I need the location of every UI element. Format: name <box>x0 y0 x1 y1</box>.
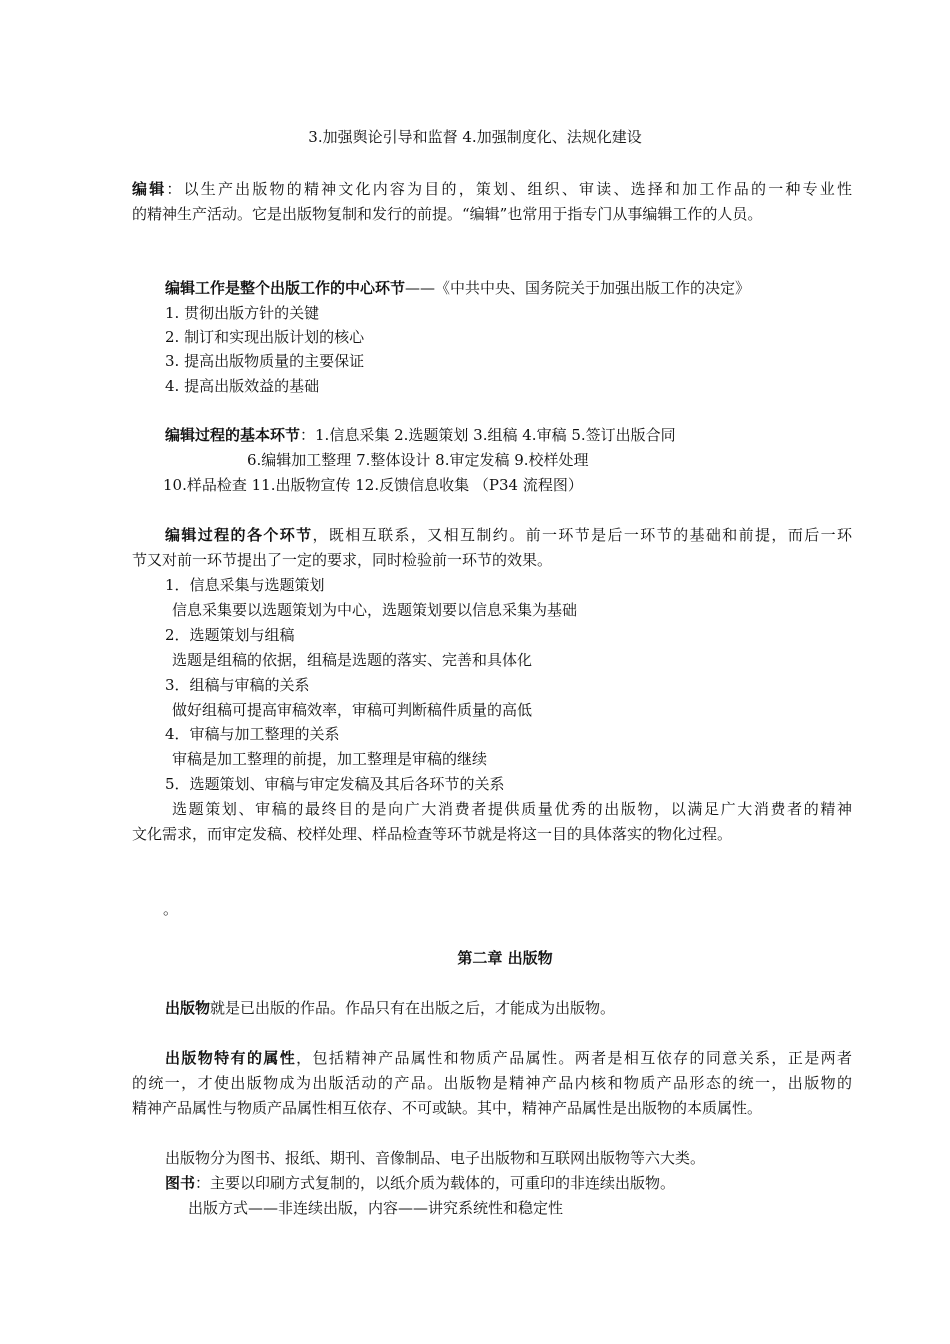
relation-title: 4．审稿与加工整理的关系 <box>165 725 340 743</box>
editing-term: 编辑 <box>132 180 167 198</box>
editing-definition-line-1 <box>132 178 852 200</box>
publication-definition <box>165 997 615 1019</box>
relation-desc: 选题是组稿的依据，组稿是选题的落实、完善和具体化 <box>172 651 533 669</box>
book-definition-text: ：主要以印刷方式复制的，以纸介质为载体的，可重印的非连续出版物。 <box>195 1174 676 1192</box>
relations-intro-line-1 <box>165 524 852 546</box>
basic-steps-row-2: 6.编辑加工整理 7.整体设计 8.审定发稿 9.校样处理 <box>247 451 589 469</box>
basic-steps-text-1: ：1.信息采集 2.选题策划 3.组稿 4.审稿 5.签订出版合同 <box>300 426 676 444</box>
book-detail: 出版方式——非连续出版，内容——讲究系统性和稳定性 <box>188 1199 564 1217</box>
book-term: 图书 <box>165 1174 196 1192</box>
editing-definition-text-1: ：以生产出版物的精神文化内容为目的，策划、组织、审读、选择和加工作品的一种专业性 <box>166 180 852 198</box>
editing-definition-line-2: 的精神生产活动。它是出版物复制和发行的前提。“编辑”也常用于指专门从事编辑工作的人员。 <box>132 205 763 223</box>
attributes-line-1 <box>165 1047 852 1069</box>
relations-intro-text-1: ，既相互联系，又相互制约。前一环节是后一环节的基础和前提，而后一环 <box>312 526 852 544</box>
publication-types: 出版物分为图书、报纸、期刊、音像制品、电子出版物和互联网出版物等六大类。 <box>165 1149 706 1167</box>
publication-definition-text: 就是已出版的作品。作品只有在出版之后，才能成为出版物。 <box>210 999 616 1017</box>
publication-term: 出版物 <box>165 999 211 1017</box>
relation-desc: 审稿是加工整理的前提，加工整理是审稿的继续 <box>172 750 488 768</box>
center-section-source: ——《中共中央、国务院关于加强出版工作的决定》 <box>405 279 751 297</box>
basic-steps-heading: 编辑过程的基本环节 <box>165 426 301 444</box>
list-item: 2. 制订和实现出版计划的核心 <box>165 328 365 346</box>
stray-mark: 。 <box>163 900 179 918</box>
basic-steps-row-3: 10.样品检查 11.出版物宣传 12.反馈信息收集 （P34 流程图） <box>163 476 583 494</box>
center-section-title: 编辑工作是整个出版工作的中心环节 <box>165 279 406 297</box>
chapter-title: 第二章 出版物 <box>457 949 553 967</box>
relation-desc: 信息采集要以选题策划为中心，选题策划要以信息采集为基础 <box>172 601 578 619</box>
relation-title: 2．选题策划与组稿 <box>165 626 295 644</box>
basic-steps-row-1 <box>165 424 676 446</box>
list-item: 1. 贯彻出版方针的关键 <box>165 304 320 322</box>
attributes-term: 出版物特有的属性 <box>165 1049 297 1067</box>
attributes-text-1: ，包括精神产品属性和物质产品属性。两者是相互依存的同意关系，正是两者 <box>296 1049 852 1067</box>
relation-title: 3．组稿与审稿的关系 <box>165 676 310 694</box>
book-definition <box>165 1172 675 1194</box>
relations-intro-line-2: 节又对前一环节提出了一定的要求，同时检验前一环节的效果。 <box>132 551 553 569</box>
relations-heading: 编辑过程的各个环节 <box>165 526 313 544</box>
attributes-line-3: 精神产品属性与物质产品属性相互依存、不可或缺。其中，精神产品属性是出版物的本质属性。 <box>132 1099 763 1117</box>
attributes-line-2: 的统一，才使出版物成为出版活动的产品。出版物是精神产品内核和物质产品形态的统一，出版物的 <box>132 1074 852 1092</box>
relation-title: 5．选题策划、审稿与审定发稿及其后各环节的关系 <box>165 775 505 793</box>
relation-title: 1．信息采集与选题策划 <box>165 576 325 594</box>
relation-desc: 做好组稿可提高审稿效率，审稿可判断稿件质量的高低 <box>172 701 533 719</box>
header-line: 3.加强舆论引导和监督 4.加强制度化、法规化建设 <box>308 128 642 146</box>
relation-desc: 选题策划、审稿的最终目的是向广大消费者提供质量优秀的出版物，以满足广大消费者的精神 <box>172 800 852 818</box>
list-item: 4. 提高出版效益的基础 <box>165 377 320 395</box>
center-section-heading <box>165 277 750 299</box>
relation-desc-continued: 文化需求，而审定发稿、校样处理、样品检查等环节就是将这一目的具体落实的物化过程。 <box>132 825 733 843</box>
list-item: 3. 提高出版物质量的主要保证 <box>165 352 365 370</box>
